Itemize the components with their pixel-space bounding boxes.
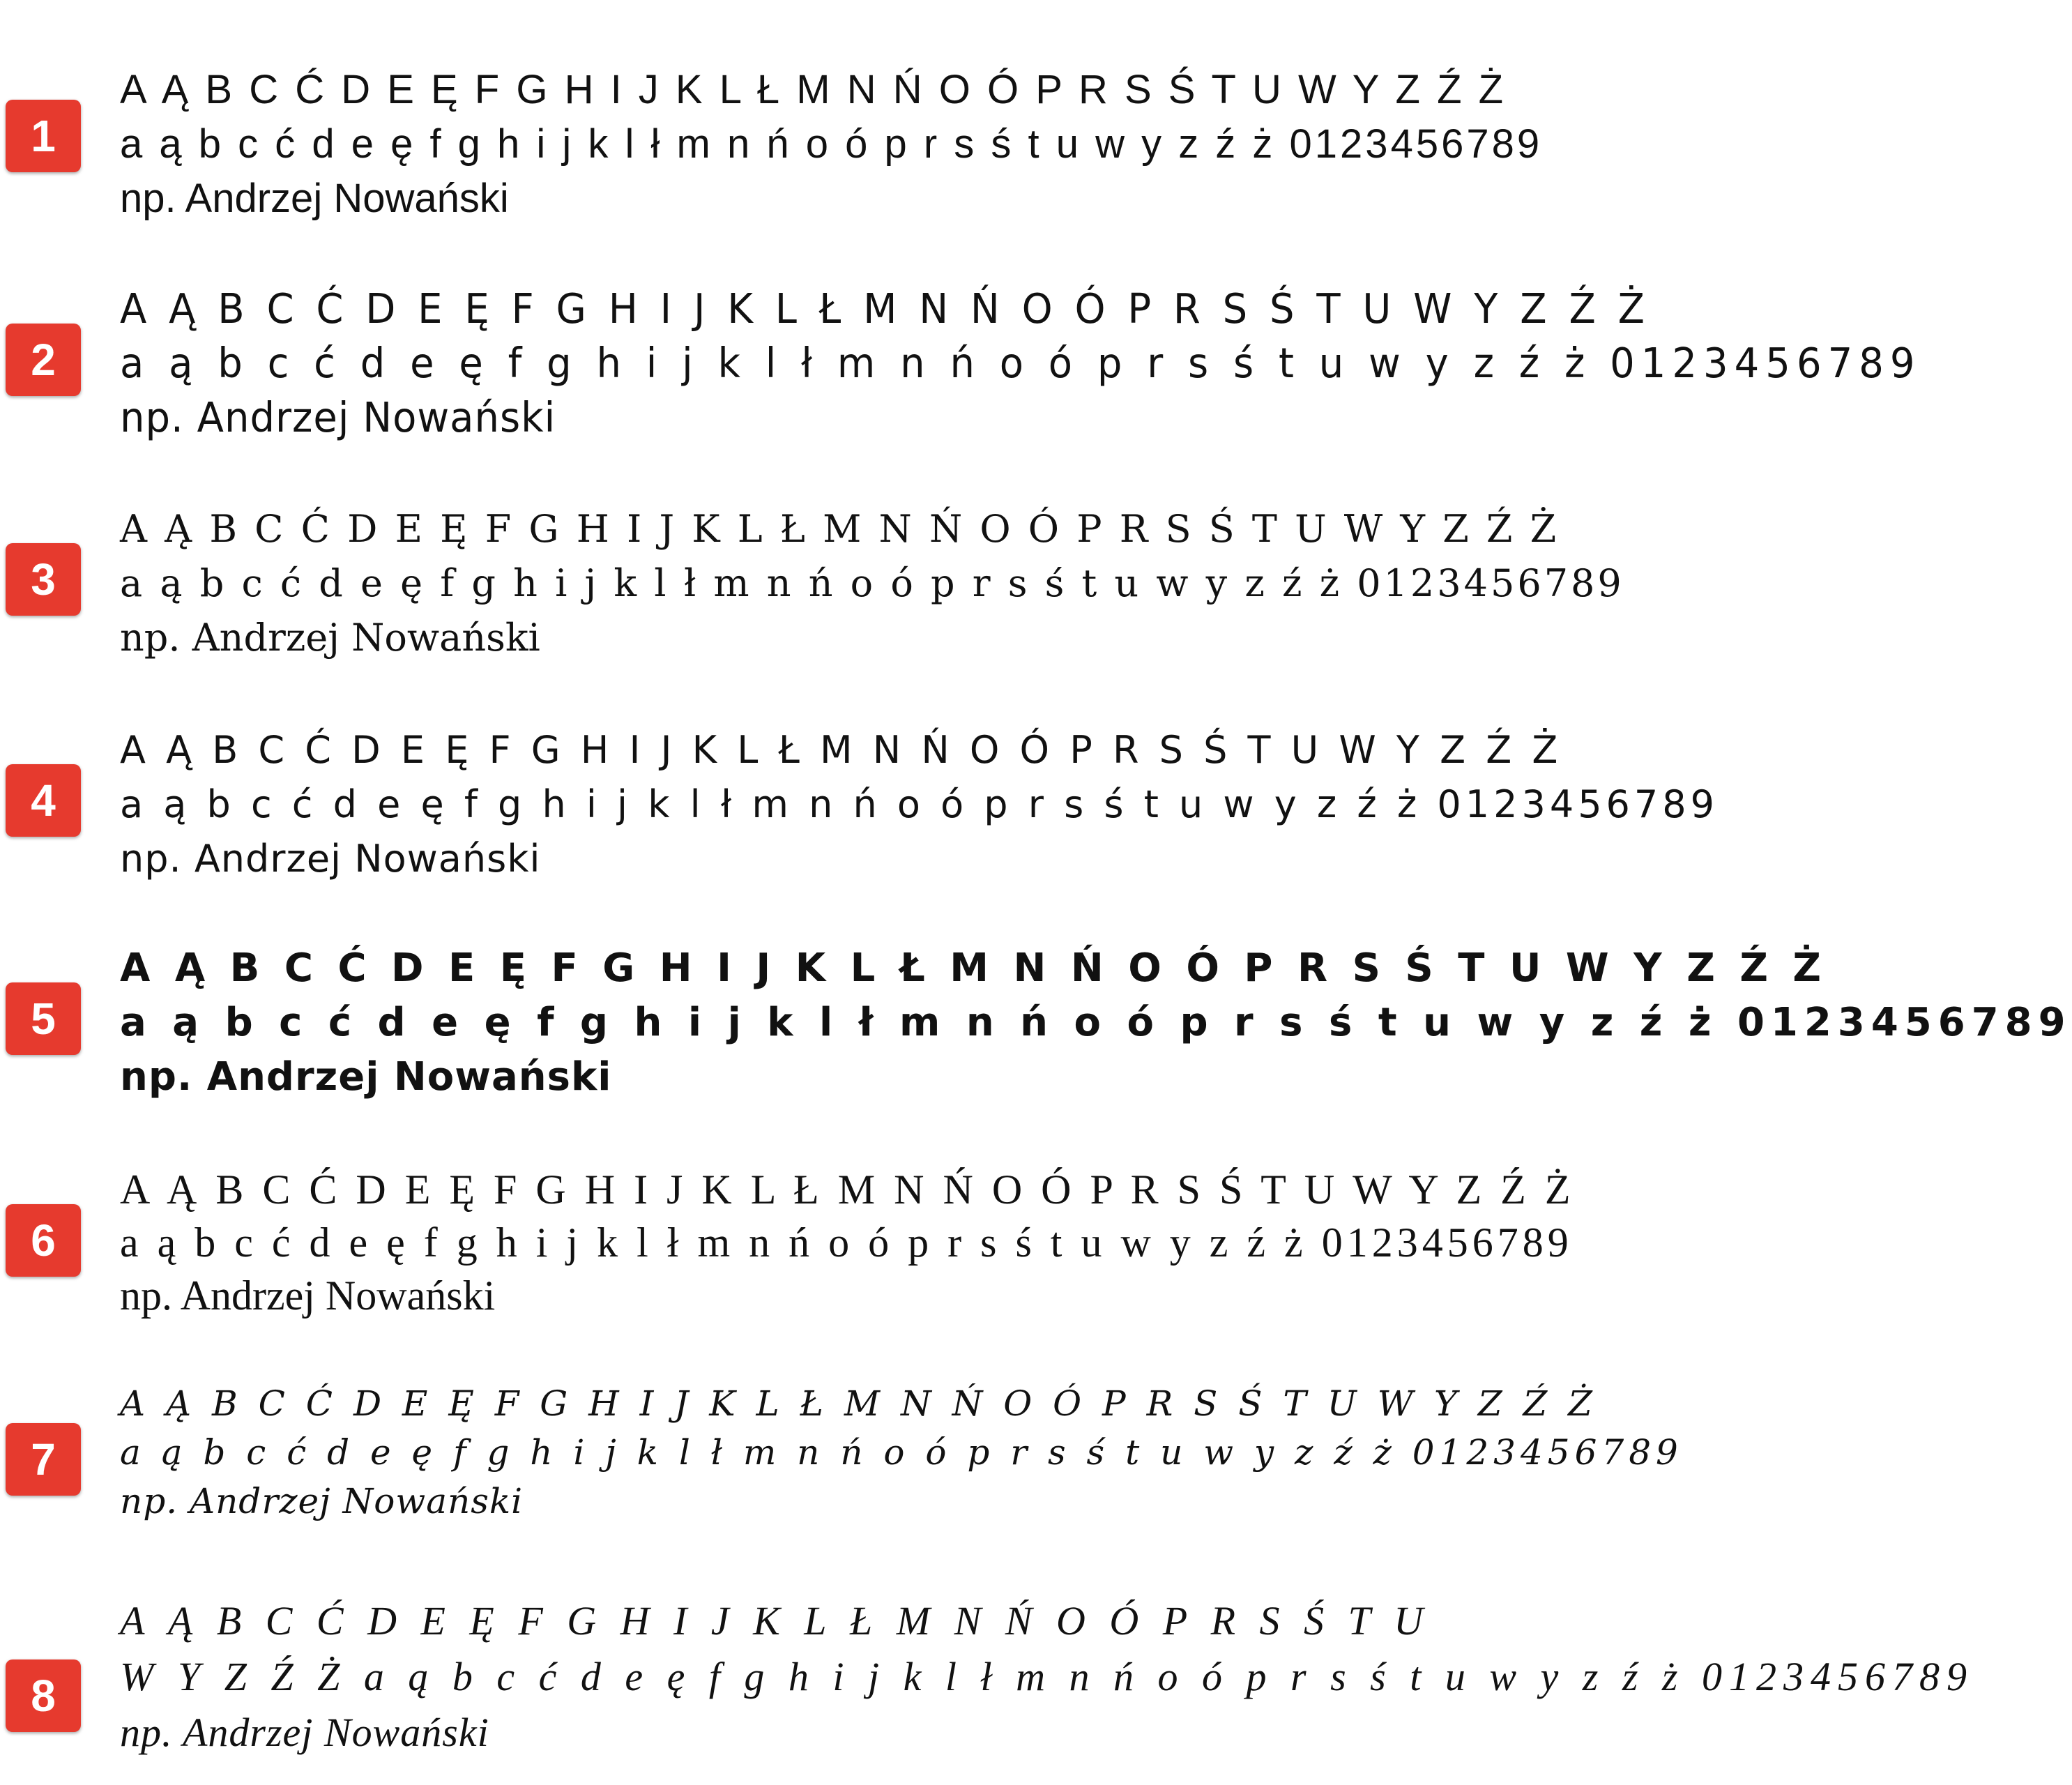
sample-lines: [120, 1593, 1974, 1761]
lowercase-alphabet-digits: a ą b c ć d e ę f g h i j k l ł m n ń o ó p r s ś t u w y z ź ż 0123456789: [120, 1220, 1573, 1266]
lowercase-alphabet-digits: a ą b c ć d e ę f g h i j k l ł m n ń o ó p r s ś t u w y z ź ż 0123456789: [120, 1432, 1683, 1473]
uppercase-alphabet: A Ą B C Ć D E Ę F G H I J K L Ł M N Ń O Ó P R S Ś T U W Y Z Ź Ż: [120, 67, 1507, 112]
sample-number-badge: 5: [6, 982, 81, 1055]
lowercase-alphabet-digits: W Y Z Ź Ż a ą b c ć d e ę f g h i j k l ł m n ń o ó p r s ś t u w y z ź ż 0123456789: [120, 1654, 1974, 1699]
sample-lines: [120, 941, 2072, 1104]
example-name: np. Andrzej Nowański: [120, 616, 540, 660]
sample-number-badge: 8: [6, 1659, 81, 1732]
uppercase-alphabet: A Ą B C Ć D E Ę F G H I J K L Ł M N Ń O Ó P R S Ś T U W Y Z Ź Ż: [120, 1383, 1597, 1424]
sample-number-badge: 1: [6, 100, 81, 172]
example-name: np. Andrzej Nowański: [120, 394, 556, 442]
example-name: np. Andrzej Nowański: [120, 1481, 524, 1521]
uppercase-alphabet: A Ą B C Ć D E Ę F G H I J K L Ł M N Ń O Ó P R S Ś T U W Y Z Ź Ż: [120, 507, 1560, 551]
sample-lines: [120, 723, 1719, 886]
uppercase-alphabet: A Ą B C Ć D E Ę F G H I J K L Ł M N Ń O Ó P R S Ś T U W Y Z Ź Ż: [120, 945, 1827, 991]
sample-number-badge: 7: [6, 1423, 81, 1496]
uppercase-alphabet: A Ą B C Ć D E Ę F G H I J K L Ł M N Ń O Ó P R S Ś T U: [120, 1598, 1431, 1643]
lowercase-alphabet-digits: a ą b c ć d e ę f g h i j k l ł m n ń o ó p r s ś t u w y z ź ż 0123456789: [120, 121, 1543, 167]
sample-number-badge: 3: [6, 543, 81, 616]
example-name: np. Andrzej Nowański: [120, 176, 509, 221]
example-name: np. Andrzej Nowański: [120, 1273, 496, 1319]
example-name: np. Andrzej Nowański: [120, 837, 541, 881]
uppercase-alphabet: A Ą B C Ć D E Ę F G H I J K L Ł M N Ń O Ó P R S Ś T U W Y Z Ź Ż: [120, 285, 1650, 333]
sample-lines: [120, 63, 1543, 226]
example-name: np. Andrzej Nowański: [120, 1054, 612, 1100]
sample-lines: [120, 502, 1624, 665]
sample-number-badge: 2: [6, 324, 81, 396]
uppercase-alphabet: A Ą B C Ć D E Ę F G H I J K L Ł M N Ń O Ó P R S Ś T U W Y Z Ź Ż: [120, 1167, 1575, 1213]
lowercase-alphabet-digits: a ą b c ć d e ę f g h i j k l ł m n ń o ó p r s ś t u w y z ź ż 0123456789: [120, 1000, 2072, 1045]
sample-lines: [120, 1163, 1575, 1322]
lowercase-alphabet-digits: a ą b c ć d e ę f g h i j k l ł m n ń o ó p r s ś t u w y z ź ż 0123456789: [120, 340, 1921, 388]
lowercase-alphabet-digits: a ą b c ć d e ę f g h i j k l ł m n ń o ó p r s ś t u w y z ź ż 0123456789: [120, 561, 1624, 605]
sample-number-badge: 6: [6, 1204, 81, 1277]
sample-lines: [120, 1379, 1683, 1526]
uppercase-alphabet: A Ą B C Ć D E Ę F G H I J K L Ł M N Ń O Ó P R S Ś T U W Y Z Ź Ż: [120, 728, 1562, 772]
sample-number-badge: 4: [6, 764, 81, 837]
lowercase-alphabet-digits: a ą b c ć d e ę f g h i j k l ł m n ń o ó p r s ś t u w y z ź ż 0123456789: [120, 782, 1719, 826]
example-name: np. Andrzej Nowański: [120, 1710, 489, 1755]
sample-lines: [120, 282, 1921, 446]
